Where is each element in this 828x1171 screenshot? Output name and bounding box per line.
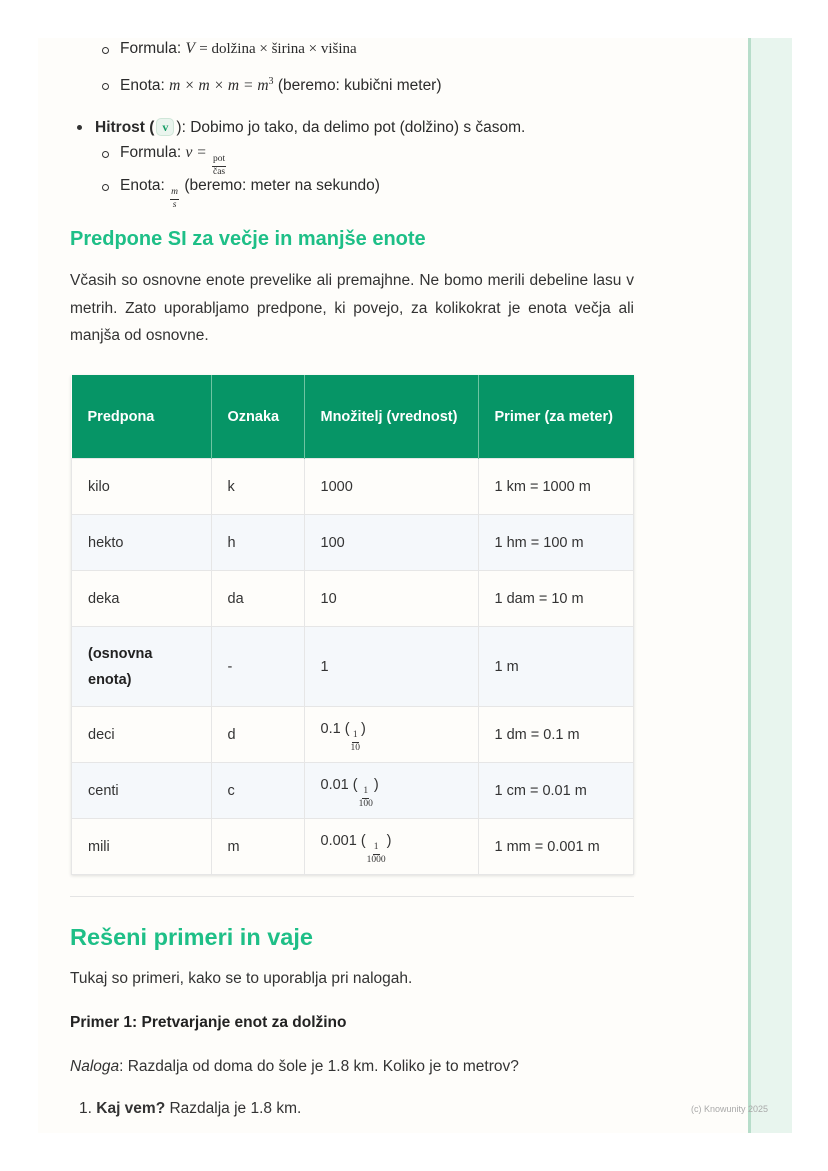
cell-example: 1 km = 1000 m (478, 459, 634, 515)
task-text: Naloga: Razdalja od doma do šole je 1.8 km. Koliko je to metrov? (70, 1058, 519, 1075)
cell-symbol: - (211, 627, 304, 707)
cell-symbol: h (211, 515, 304, 571)
prefixes-paragraph: Včasih so osnovne enote prevelike ali premajhne. Ne bomo merili debeline lasu v metrih. Zato uporabljamo predpone, ki povejo, za kolikokrat je enota večja ali manjša od osnovne. (70, 272, 634, 344)
cell-example: 1 hm = 100 m (478, 515, 634, 571)
cell-example: 1 m (478, 627, 634, 707)
table-row (72, 763, 634, 819)
cell-factor: 0.1 ( $\frac{1}{10}$ ) (304, 707, 478, 763)
prefix-table (71, 375, 634, 875)
cell-symbol: m (211, 819, 304, 875)
cell-example: 1 dam = 10 m (478, 571, 634, 627)
cell-symbol: k (211, 459, 304, 515)
table-header-row (72, 375, 634, 459)
table-row (72, 459, 634, 515)
cell-factor: 0.01 ( $\frac{1}{100}$ ) (304, 763, 478, 819)
fraction: $\frac{1}{1000}$ (366, 842, 386, 865)
column-header: Predpona (72, 375, 212, 459)
watermark: (c) Knowunity 2025 (691, 1104, 769, 1114)
list-item-speed-formula: Formula: v = $\frac{\text{pot}}{\text{čas}}$ (120, 144, 227, 177)
fraction: $\frac{1}{100}$ (358, 786, 373, 809)
cell-symbol: c (211, 763, 304, 819)
fraction: $\frac{1}{10}$ (350, 730, 361, 753)
cell-prefix: centi (72, 763, 212, 819)
cell-factor: 1 (304, 627, 478, 707)
example-title: Primer 1: Pretvarjanje enot za dolžino (70, 1014, 347, 1031)
column-header: Množitelj (vrednost) (304, 375, 478, 459)
column-header: Oznaka (211, 375, 304, 459)
cell-symbol: da (211, 571, 304, 627)
table-row (72, 707, 634, 763)
section-heading-examples: Rešeni primeri in vaje (70, 924, 313, 950)
fraction: $\frac{m}{s}$ (171, 187, 178, 210)
list-item-speed: Hitrost ( v ): Dobimo jo tako, da delimo pot (dolžino) s časom. (95, 118, 525, 137)
circle-bullet-icon (102, 151, 109, 158)
table-row (72, 571, 634, 627)
cell-factor: 100 (304, 515, 478, 571)
circle-bullet-icon (102, 83, 109, 90)
list-item-volume-formula: Formula: V = dolžina × širina × višina (120, 40, 357, 58)
circle-bullet-icon (102, 184, 109, 191)
cell-example: 1 dm = 0.1 m (478, 707, 634, 763)
variable-badge: v (156, 118, 174, 136)
bullet-icon (77, 125, 82, 130)
column-header: Primer (za meter) (478, 375, 634, 459)
cell-prefix: kilo (72, 459, 212, 515)
cell-prefix: deka (72, 571, 212, 627)
cell-prefix: deci (72, 707, 212, 763)
list-item-volume-unit: Enota: $m \times m \times m = m^3$ (beremo: kubični meter) (120, 76, 442, 95)
cell-prefix: (osnovna enota) (72, 627, 212, 707)
cell-factor: 10 (304, 571, 478, 627)
table-row (72, 627, 634, 707)
side-panel (748, 38, 792, 1133)
cell-factor: 1000 (304, 459, 478, 515)
table-row (72, 819, 634, 875)
cell-example: 1 cm = 0.01 m (478, 763, 634, 819)
cell-example: 1 mm = 0.001 m (478, 819, 634, 875)
divider (70, 896, 634, 897)
circle-bullet-icon (102, 47, 109, 54)
fraction: $\frac{\text{pot}}{\text{čas}}$ (213, 154, 226, 177)
cell-symbol: d (211, 707, 304, 763)
table-row (72, 515, 634, 571)
section-heading-prefixes: Predpone SI za večje in manjše enote (70, 228, 426, 250)
cell-prefix: mili (72, 819, 212, 875)
examples-intro: Tukaj so primeri, kako se to uporablja pri nalogah. (70, 970, 413, 987)
cell-prefix: hekto (72, 515, 212, 571)
cell-factor: 0.001 ( $\frac{1}{1000}$ ) (304, 819, 478, 875)
step-item: 1. Kaj vem? Razdalja je 1.8 km. (79, 1100, 302, 1117)
list-item-speed-unit: Enota: $\frac{m}{s}$ (beremo: meter na sekundo) (120, 177, 380, 210)
